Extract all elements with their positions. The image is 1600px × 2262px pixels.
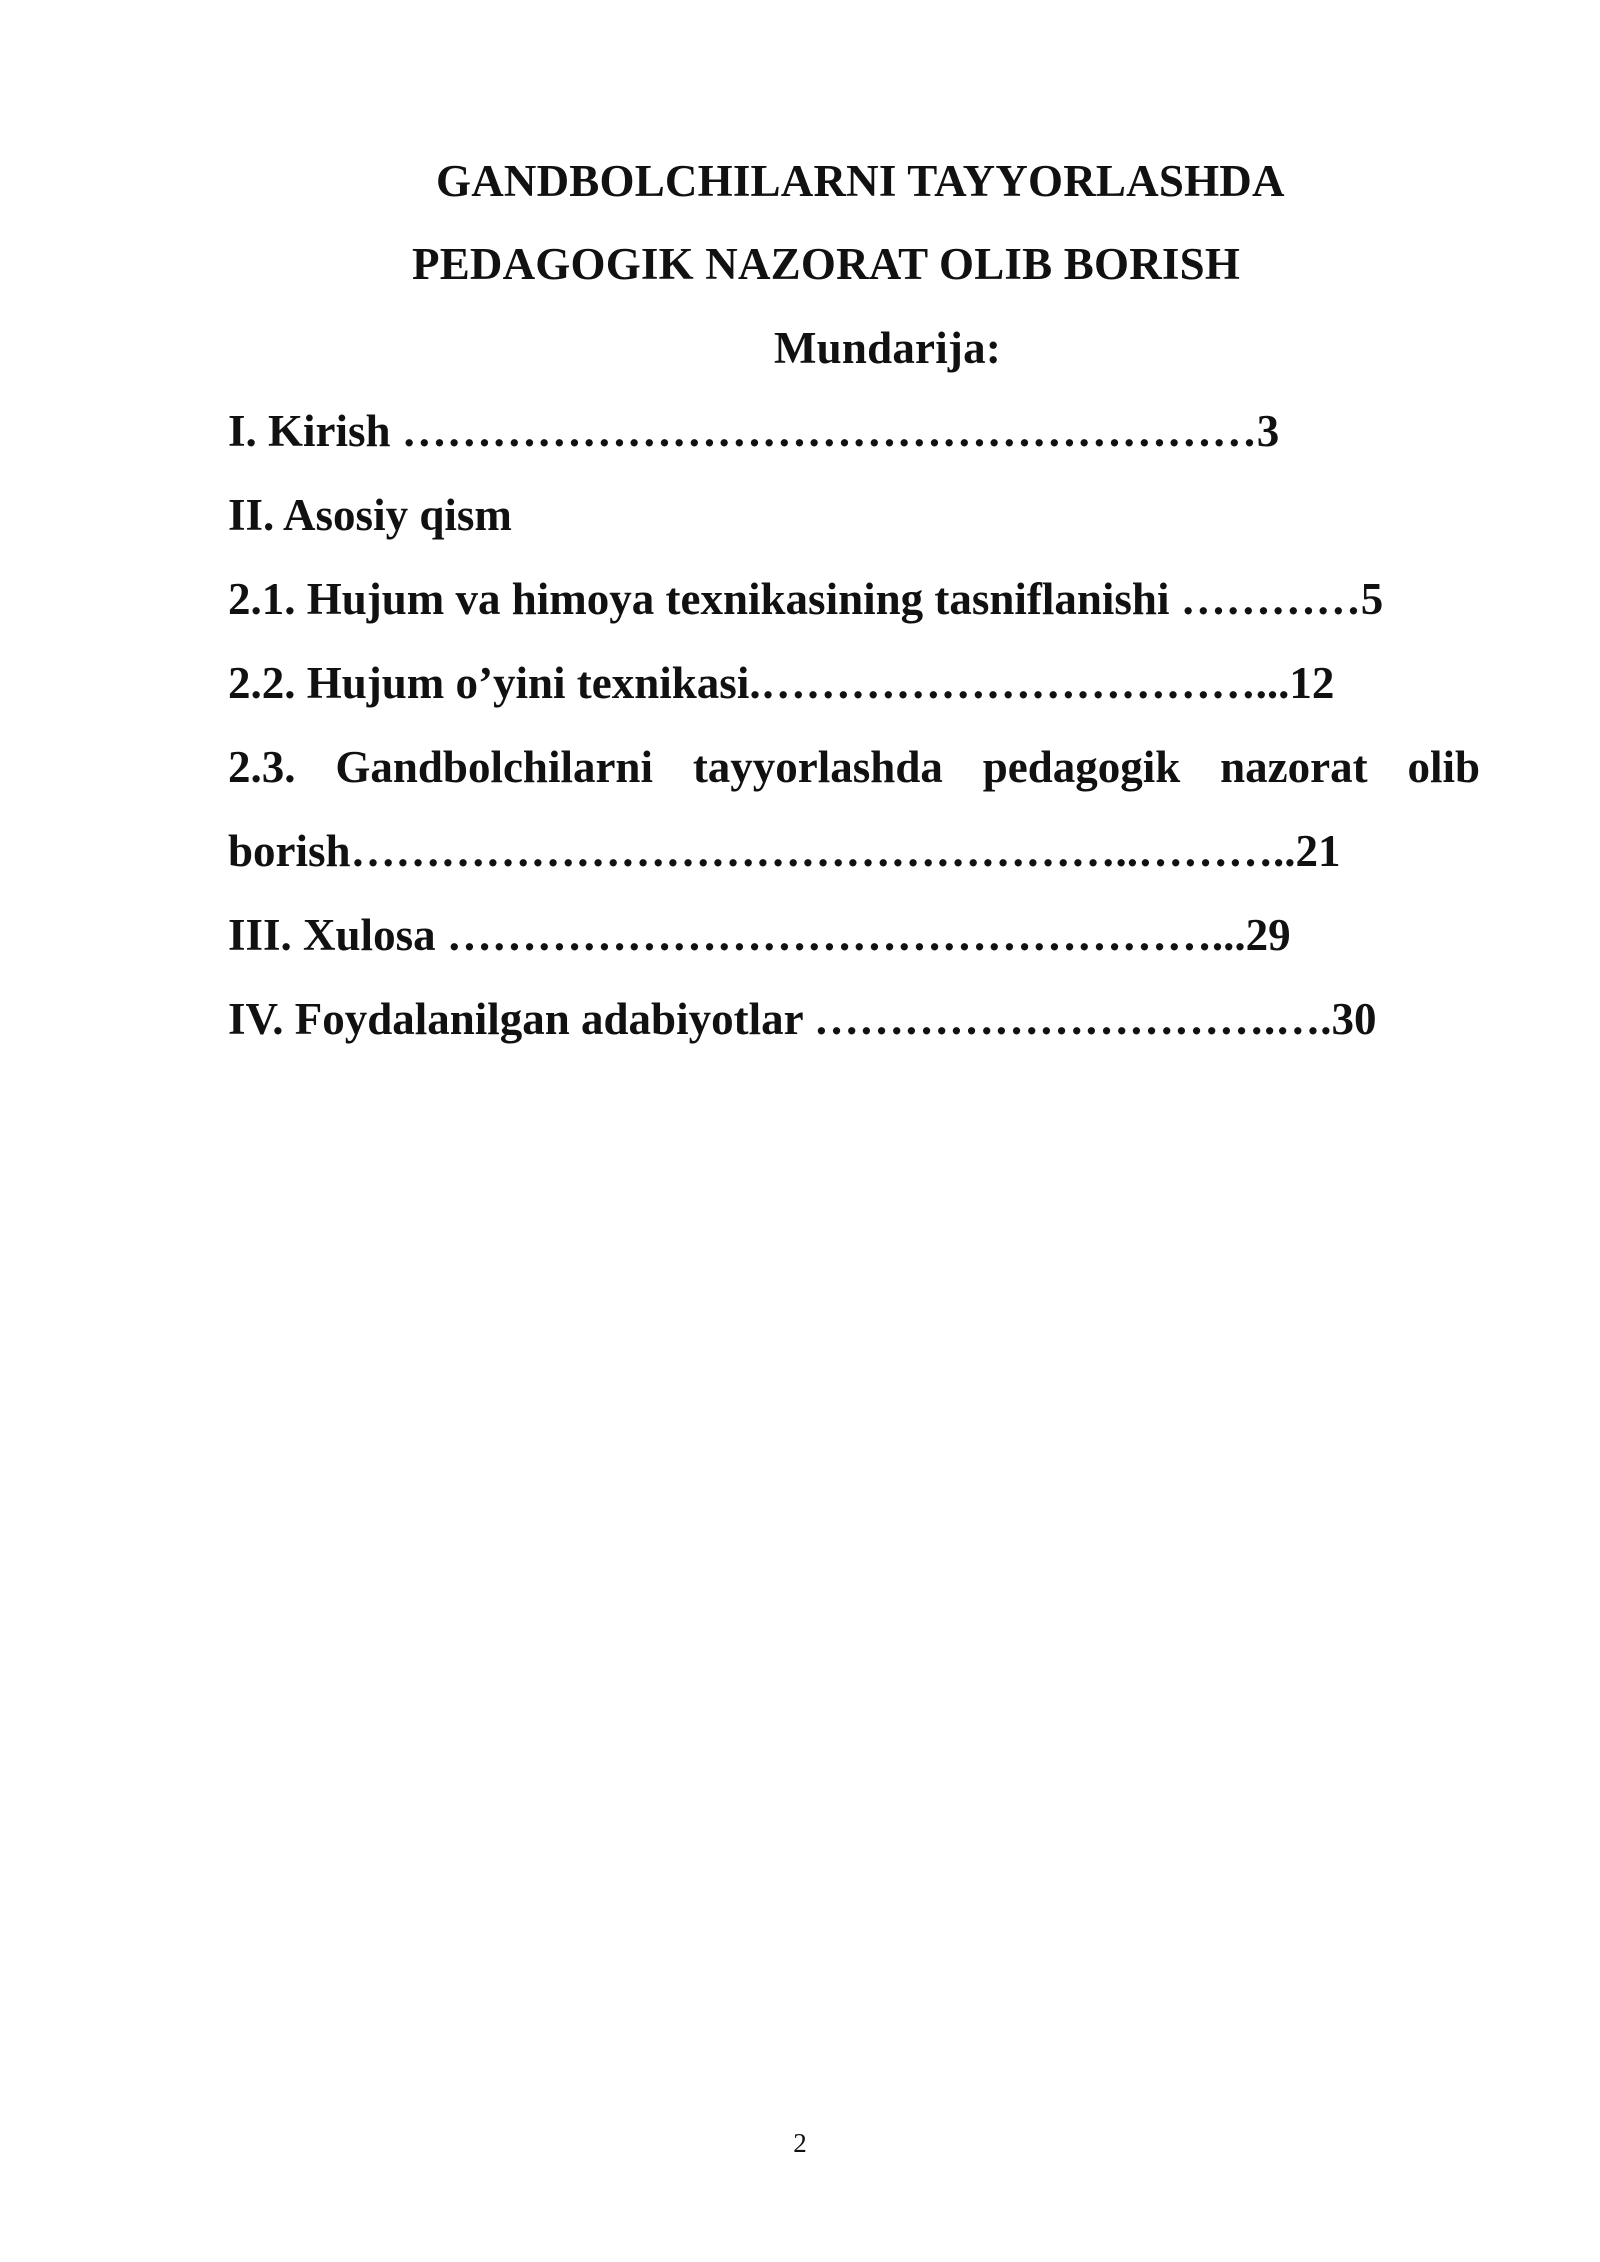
toc-entry-adabiyotlar: IV. Foydalanilgan adabiyotlar ………………………….….30	[228, 994, 1377, 1044]
document-title-line-1: GANDBOLCHILARNI TAYYORLASHDA	[436, 156, 1285, 206]
page-number: 2	[793, 2128, 807, 2158]
toc-entry-2-2: 2.2. Hujum o’yini texnikasi.……………………………...12	[228, 658, 1335, 708]
toc-entry-kirish: I. Kirish …………………………………………………3	[228, 406, 1280, 456]
toc-entry-xulosa: III. Xulosa ……………………………………………...29	[228, 910, 1291, 960]
toc-entry-asosiy-qism: II. Asosiy qism	[228, 490, 512, 540]
toc-heading: Mundarija:	[774, 323, 1001, 373]
toc-entry-2-1: 2.1. Hujum va himoya texnikasining tasniflanishi …………5	[228, 574, 1384, 624]
toc-entry-2-3: 2.3. Gandbolchilarni tayyorlashda pedagogik nazorat olib	[228, 742, 1480, 792]
toc-entry-2-3-continuation: borish……………………………………………..………..21	[228, 826, 1341, 876]
document-title-line-2: PEDAGOGIK NAZORAT OLIB BORISH	[412, 239, 1241, 289]
